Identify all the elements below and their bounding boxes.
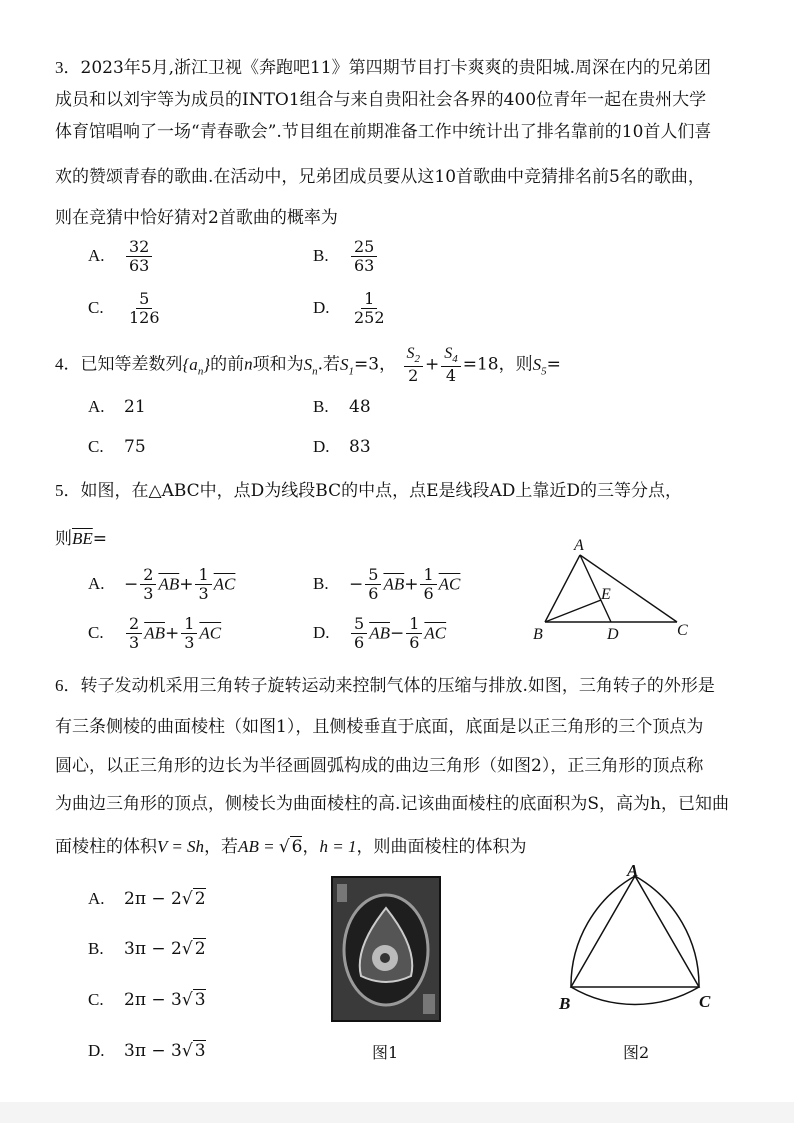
- q5-side-ab: [545, 555, 580, 622]
- q6-option-c[interactable]: C. 2π − 3√ 3: [88, 990, 206, 1010]
- q6-fig2-label-b: B: [559, 994, 571, 1013]
- q3-option-a[interactable]: A. $\frac{32}{63}$: [88, 238, 154, 276]
- q6-fig2-arc-bc: [571, 987, 699, 1004]
- q5-side-ac: [580, 555, 677, 622]
- q3-line-1: 3．2023年5月,浙江卫视《奔跑吧11》第四期节目打卡爽爽的贵阳城.周深在内的兄弟团: [55, 58, 712, 78]
- q6-fig2-label-c: C: [699, 992, 711, 1011]
- q6-option-b[interactable]: B. 3π − 2√ 2: [88, 939, 206, 959]
- q6-option-a[interactable]: A. 2π − 2√ 2: [88, 889, 206, 909]
- q5-stem-line-2: 则$\overline{BE}=$: [55, 529, 108, 549]
- q4-stem: 4．已知等差数列$\{a_n\}$的前n项和为$S_n$.若$S_1=3$， $\frac{S_2}{2}$ + $\frac{S_4}{4}$ =18，则$S_5=$: [55, 345, 561, 385]
- q6-fig2-triangle: [571, 876, 699, 987]
- q5-label-b: B: [533, 626, 543, 643]
- q5-triangle-figure: [525, 535, 705, 650]
- q3-line-5: 则在竞猜中恰好猜对2首歌曲的概率为: [55, 208, 338, 228]
- q6-line-1: 6．转子发动机采用三角转子旋转运动来控制气体的压缩与排放.如图，三角转子的外形是: [55, 676, 715, 696]
- page-bottom-strip: [0, 1102, 794, 1123]
- q6-fig2-label-a: A: [627, 862, 639, 880]
- q6-line-2: 有三条侧棱的曲面棱柱（如图1），且侧棱垂直于底面，底面是以正三角形的三个顶点为: [55, 717, 704, 737]
- q5-option-d[interactable]: D. $\frac{5}{6}$ $\overline{AB}-$ $\frac{1}{6}$ $\overline{AC}$: [313, 614, 447, 653]
- q5-label-d: D: [607, 626, 619, 643]
- q5-option-a[interactable]: A. − $\frac{2}{3}$ $\overline{AB}+$ $\frac{1}{3}$ $\overline{AC}$: [88, 565, 236, 604]
- q4-option-a[interactable]: A. 21: [88, 397, 146, 417]
- q4-option-c[interactable]: C. 75: [88, 437, 146, 457]
- q5-label-e: E: [601, 586, 611, 603]
- q6-fig2-reuleaux-triangle: [555, 862, 720, 1022]
- q3-line-3: 体育馆唱响了一场“青春歌会”.节目组在前期准备工作中统计出了排名靠前的10首人们喜: [55, 122, 712, 142]
- q6-fig1-rotor-photo: [331, 876, 441, 1022]
- q5-option-c[interactable]: C. $\frac{2}{3}$ $\overline{AB}+$ $\frac{1}{3}$ $\overline{AC}$: [88, 614, 222, 653]
- q5-segment-be: [545, 600, 601, 622]
- q6-fig1-caption: 图1: [372, 1043, 399, 1062]
- q4-option-b[interactable]: B. 48: [313, 397, 371, 417]
- q3-line-2: 成员和以刘宇等为成员的INTO1组合与来自贵阳社会各界的400位青年一起在贵州大学: [55, 90, 707, 110]
- q3-number: 3．: [55, 58, 81, 77]
- q3-line-4: 欢的赞颂青春的歌曲.在活动中，兄弟团成员要从这10首歌曲中竞猜排名前5名的歌曲，: [55, 167, 705, 187]
- q6-line-4: 为曲边三角形的顶点，侧棱长为曲面棱柱的高.记该曲面棱柱的底面积为S，高为h，已知曲: [55, 794, 729, 814]
- q3-option-b[interactable]: B. $\frac{25}{63}$: [313, 238, 379, 276]
- q6-line-3: 圆心，以正三角形的边长为半径画圆弧构成的曲边三角形（如图2），正三角形的顶点称: [55, 756, 704, 776]
- q6-line-5: 面棱柱的体积V = Sh，若AB = √ 6，h = 1，则曲面棱柱的体积为: [55, 837, 527, 857]
- q3-option-c[interactable]: C. $\frac{5}{126}$: [88, 289, 160, 328]
- q5-option-b[interactable]: B. − $\frac{5}{6}$ $\overline{AB}+$ $\frac{1}{6}$ $\overline{AC}$: [313, 565, 461, 604]
- q5-stem-line-1: 5．如图，在△ABC中，点D为线段BC的中点，点E是线段AD上靠近D的三等分点，: [55, 481, 683, 501]
- q6-option-d[interactable]: D. 3π − 3√ 3: [88, 1041, 206, 1061]
- q4-option-d[interactable]: D. 83: [313, 437, 371, 457]
- q5-label-a: A: [574, 537, 584, 554]
- q6-fig2-caption: 图2: [623, 1043, 650, 1062]
- q3-option-d[interactable]: D. $\frac{1}{252}$: [313, 289, 385, 328]
- q5-label-c: C: [677, 622, 688, 639]
